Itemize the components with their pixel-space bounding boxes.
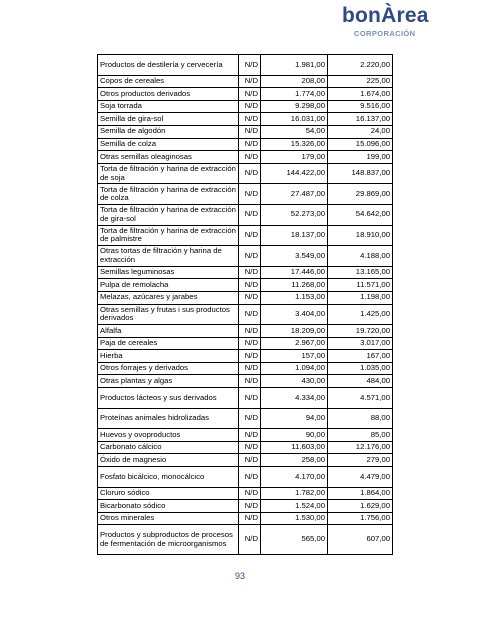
table-cell-status: N/D <box>239 88 261 101</box>
page-number: 93 <box>234 571 245 581</box>
table-row <box>98 291 393 304</box>
table-row <box>98 151 393 164</box>
table-cell-value-b: 85,00 <box>328 429 393 442</box>
table-cell-status: N/D <box>239 454 261 467</box>
table-cell-value-b: 1.756,00 <box>328 512 393 525</box>
table-row <box>98 138 393 151</box>
table-row <box>98 279 393 292</box>
table-row <box>98 441 393 454</box>
table-cell-status: N/D <box>239 467 261 488</box>
table-cell-status: N/D <box>239 75 261 88</box>
table-cell-status: N/D <box>239 291 261 304</box>
table-cell-value-a: 11.603,00 <box>261 441 328 454</box>
table-row <box>98 454 393 467</box>
table-cell-value-b: 167,00 <box>328 350 393 363</box>
table-cell-status: N/D <box>239 225 261 246</box>
table-row <box>98 512 393 525</box>
table-cell-value-b: 24,00 <box>328 125 393 138</box>
table-row <box>98 388 393 409</box>
table-cell-value-b: 279,00 <box>328 454 393 467</box>
table-row <box>98 304 393 325</box>
table-cell-value-b: 19.720,00 <box>328 325 393 338</box>
table-row <box>98 467 393 488</box>
table-cell-status: N/D <box>239 487 261 500</box>
table-cell-material: Otros forrajes y derivados <box>98 362 239 375</box>
table-row <box>98 163 393 184</box>
table-cell-value-a: 1.782,00 <box>261 487 328 500</box>
table-cell-material: Semillas leguminosas <box>98 266 239 279</box>
table-cell-value-b: 148.837,00 <box>328 163 393 184</box>
table-cell-value-a: 17.446,00 <box>261 266 328 279</box>
table-cell-value-a: 1.774,00 <box>261 88 328 101</box>
table-cell-value-b: 9.516,00 <box>328 100 393 113</box>
table-row <box>98 375 393 388</box>
table-cell-status: N/D <box>239 55 261 76</box>
table-cell-material: Productos de destilería y cervecería <box>98 55 239 76</box>
table-cell-value-a: 3.549,00 <box>261 246 328 267</box>
table-cell-material: Copos de cereales <box>98 75 239 88</box>
table-row <box>98 100 393 113</box>
table-cell-value-b: 607,00 <box>328 525 393 555</box>
table-cell-material: Torta de filtración y harina de extracción de colza <box>98 184 239 205</box>
table-cell-status: N/D <box>239 500 261 513</box>
table-cell-status: N/D <box>239 512 261 525</box>
table-cell-value-a: 15.326,00 <box>261 138 328 151</box>
table-row <box>98 75 393 88</box>
table-cell-status: N/D <box>239 304 261 325</box>
table-cell-value-a: 1.094,00 <box>261 362 328 375</box>
table-cell-material: Óxido de magnesio <box>98 454 239 467</box>
table-cell-value-b: 1.629,00 <box>328 500 393 513</box>
table-cell-material: Otras semillas oleaginosas <box>98 151 239 164</box>
table-row <box>98 246 393 267</box>
table-cell-value-b: 2.220,00 <box>328 55 393 76</box>
table-row <box>98 88 393 101</box>
table-cell-value-b: 3.017,00 <box>328 337 393 350</box>
table-cell-material: Hierba <box>98 350 239 363</box>
table-row <box>98 55 393 76</box>
table-cell-material: Torta de filtración y harina de extracción de palmistre <box>98 225 239 246</box>
table-cell-value-b: 11.571,00 <box>328 279 393 292</box>
table-cell-material: Otras semillas y frutas i sus productos derivados <box>98 304 239 325</box>
table-cell-material: Semilla de algodón <box>98 125 239 138</box>
table-cell-status: N/D <box>239 388 261 409</box>
table-cell-status: N/D <box>239 408 261 429</box>
table-row <box>98 113 393 126</box>
table-cell-value-b: 54.642,00 <box>328 204 393 225</box>
table-row <box>98 204 393 225</box>
table-cell-status: N/D <box>239 525 261 555</box>
table-cell-status: N/D <box>239 100 261 113</box>
table-cell-material: Bicarbonato sódico <box>98 500 239 513</box>
table-cell-value-a: 2.967,00 <box>261 337 328 350</box>
table-cell-value-b: 29.869,00 <box>328 184 393 205</box>
table-cell-status: N/D <box>239 163 261 184</box>
table-row <box>98 125 393 138</box>
table-cell-material: Paja de cereales <box>98 337 239 350</box>
table-cell-material: Otras tortas de filtración y harina de extracción <box>98 246 239 267</box>
table-cell-status: N/D <box>239 151 261 164</box>
table-row <box>98 408 393 429</box>
table-cell-material: Otras plantas y algas <box>98 375 239 388</box>
table-row <box>98 525 393 555</box>
table-cell-status: N/D <box>239 429 261 442</box>
table-cell-value-b: 199,00 <box>328 151 393 164</box>
table-cell-status: N/D <box>239 125 261 138</box>
table-cell-value-b: 16.137,00 <box>328 113 393 126</box>
table-row <box>98 184 393 205</box>
table-row <box>98 337 393 350</box>
table-cell-value-a: 157,00 <box>261 350 328 363</box>
table-row <box>98 500 393 513</box>
table-cell-value-a: 430,00 <box>261 375 328 388</box>
table-cell-value-b: 1.425,00 <box>328 304 393 325</box>
table-cell-status: N/D <box>239 441 261 454</box>
table-cell-value-a: 18.137,00 <box>261 225 328 246</box>
table-row <box>98 325 393 338</box>
table-cell-material: Alfalfa <box>98 325 239 338</box>
table-cell-material: Torta de filtración y harina de extracción de soja <box>98 163 239 184</box>
table-cell-value-a: 90,00 <box>261 429 328 442</box>
table-cell-value-a: 11.268,00 <box>261 279 328 292</box>
table-cell-value-a: 1.524,00 <box>261 500 328 513</box>
table-cell-material: Soja torrada <box>98 100 239 113</box>
table-cell-material: Semilla de colza <box>98 138 239 151</box>
table-cell-status: N/D <box>239 375 261 388</box>
table-cell-status: N/D <box>239 246 261 267</box>
table-cell-material: Melazas, azúcares y jarabes <box>98 291 239 304</box>
table-cell-value-a: 179,00 <box>261 151 328 164</box>
table-cell-value-a: 52.273,00 <box>261 204 328 225</box>
table-cell-material: Proteínas animales hidrolizadas <box>98 408 239 429</box>
table-cell-value-b: 13.165,00 <box>328 266 393 279</box>
table-cell-value-b: 484,00 <box>328 375 393 388</box>
table-cell-value-a: 144.422,00 <box>261 163 328 184</box>
table-row <box>98 362 393 375</box>
table-row <box>98 487 393 500</box>
table-cell-material: Cloruro sódico <box>98 487 239 500</box>
table-cell-material: Productos lácteos y sus derivados <box>98 388 239 409</box>
table-cell-material: Torta de filtración y harina de extracción de gira-sol <box>98 204 239 225</box>
table-cell-value-b: 1.035,00 <box>328 362 393 375</box>
table-cell-value-b: 1.674,00 <box>328 88 393 101</box>
table-cell-value-b: 88,00 <box>328 408 393 429</box>
logo-subtitle: CORPORACIÓN <box>354 29 416 38</box>
table-cell-value-b: 1.198,00 <box>328 291 393 304</box>
table-cell-status: N/D <box>239 138 261 151</box>
table-row <box>98 266 393 279</box>
table-cell-material: Pulpa de remolacha <box>98 279 239 292</box>
table-cell-status: N/D <box>239 266 261 279</box>
table-cell-value-b: 12.176,00 <box>328 441 393 454</box>
table-cell-status: N/D <box>239 362 261 375</box>
table-cell-status: N/D <box>239 350 261 363</box>
table-cell-value-a: 16.031,00 <box>261 113 328 126</box>
table-cell-status: N/D <box>239 184 261 205</box>
table-cell-status: N/D <box>239 337 261 350</box>
table-cell-value-a: 4.334,00 <box>261 388 328 409</box>
table-cell-value-a: 1.530,00 <box>261 512 328 525</box>
table-cell-material: Productos y subproductos de procesos de fermentación de microorganismos <box>98 525 239 555</box>
table-row <box>98 429 393 442</box>
table-cell-status: N/D <box>239 325 261 338</box>
table-cell-value-a: 208,00 <box>261 75 328 88</box>
table-cell-material: Carbonato cálcico <box>98 441 239 454</box>
table-cell-value-a: 1.981,00 <box>261 55 328 76</box>
table-cell-status: N/D <box>239 113 261 126</box>
table-cell-value-b: 18.910,00 <box>328 225 393 246</box>
table-cell-value-a: 258,00 <box>261 454 328 467</box>
table-cell-status: N/D <box>239 204 261 225</box>
table-cell-value-a: 4.170,00 <box>261 467 328 488</box>
table-cell-value-a: 565,00 <box>261 525 328 555</box>
table-cell-material: Otros minerales <box>98 512 239 525</box>
table-cell-value-a: 3.404,00 <box>261 304 328 325</box>
table-cell-value-a: 9.298,00 <box>261 100 328 113</box>
table-cell-material: Otros productos derivados <box>98 88 239 101</box>
table-row <box>98 350 393 363</box>
table-cell-material: Huevos y ovoproductos <box>98 429 239 442</box>
table-cell-material: Fosfato bicálcico, monocálcico <box>98 467 239 488</box>
table-cell-value-b: 4.479,00 <box>328 467 393 488</box>
table-cell-value-b: 225,00 <box>328 75 393 88</box>
table-cell-value-b: 4.571,00 <box>328 388 393 409</box>
logo-wordmark: bonÀrea <box>342 4 429 27</box>
table-cell-value-a: 1.153,00 <box>261 291 328 304</box>
table-cell-value-b: 1.864,00 <box>328 487 393 500</box>
bonarea-logo <box>342 4 460 44</box>
table-cell-value-b: 15.096,00 <box>328 138 393 151</box>
table-cell-material: Semilla de gira-sol <box>98 113 239 126</box>
table-cell-value-a: 54,00 <box>261 125 328 138</box>
table-cell-status: N/D <box>239 279 261 292</box>
table-cell-value-a: 94,00 <box>261 408 328 429</box>
table-cell-value-a: 27.487,00 <box>261 184 328 205</box>
table-cell-value-b: 4.188,00 <box>328 246 393 267</box>
table-cell-value-a: 18.209,00 <box>261 325 328 338</box>
table-row <box>98 225 393 246</box>
feed-materials-table <box>97 54 393 555</box>
